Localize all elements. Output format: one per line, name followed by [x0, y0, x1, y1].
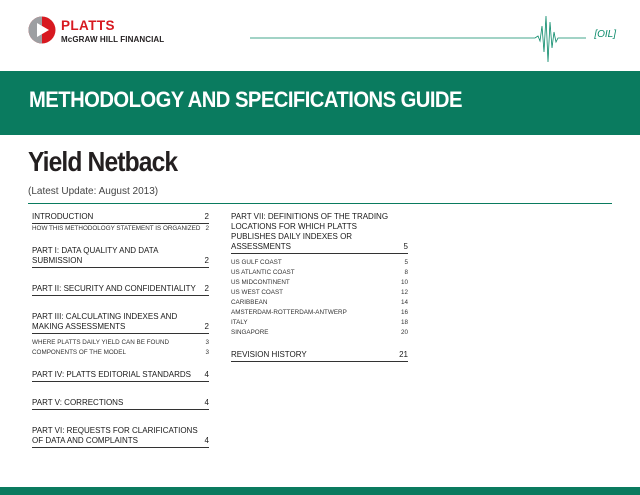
pulse-line-icon: [250, 12, 586, 64]
toc-label: REVISION HISTORY: [231, 350, 307, 359]
toc-label: INTRODUCTION: [32, 212, 94, 221]
toc-label: US ATLANTIC COAST: [231, 269, 295, 276]
toc-page: 12: [400, 289, 408, 296]
category-tag: [OIL]: [594, 29, 616, 40]
toc-page: 4: [204, 436, 209, 445]
toc-subentry[interactable]: [231, 308, 408, 318]
toc-label: CARIBBEAN: [231, 299, 268, 306]
toc-page: 4: [204, 370, 209, 379]
document-title: Yield Netback: [28, 146, 178, 177]
toc-label: COMPONENTS OF THE MODEL: [32, 349, 126, 356]
toc-subentry[interactable]: [231, 298, 408, 308]
toc-subentry[interactable]: [32, 338, 209, 348]
toc-page: 14: [400, 299, 408, 306]
toc-entry[interactable]: [32, 370, 209, 382]
toc-label: SINGAPORE: [231, 329, 269, 336]
toc-page: 2: [205, 225, 209, 232]
toc-page: 10: [400, 279, 408, 286]
parent-company: McGRAW HILL FINANCIAL: [61, 35, 165, 44]
toc-page: 2: [204, 284, 209, 293]
toc-entry[interactable]: [32, 246, 209, 268]
toc-entry[interactable]: [32, 426, 209, 448]
toc-page: 5: [404, 259, 408, 266]
toc-label: US MIDCONTINENT: [231, 279, 290, 286]
toc-label: PART I: DATA QUALITY AND DATA SUBMISSION: [32, 246, 158, 265]
toc-subentry[interactable]: [32, 224, 209, 234]
toc-subentry[interactable]: [231, 288, 408, 298]
toc-label: PART II: SECURITY AND CONFIDENTIALITY: [32, 284, 196, 293]
toc-entry[interactable]: [32, 398, 209, 410]
toc-label: HOW THIS METHODOLOGY STATEMENT IS ORGANIZED: [32, 225, 201, 232]
toc-entry[interactable]: [32, 284, 209, 296]
toc-subentry[interactable]: [231, 278, 408, 288]
footer-bar: [0, 487, 640, 495]
toc-page: 5: [403, 242, 408, 251]
toc-label: US WEST COAST: [231, 289, 284, 296]
divider: [28, 203, 612, 204]
toc-label: PART III: CALCULATING INDEXES AND MAKING ASSESSMENTS: [32, 312, 178, 331]
toc-page: 3: [205, 349, 209, 356]
toc-subentry[interactable]: [231, 318, 408, 328]
toc-label: US GULF COAST: [231, 259, 282, 266]
toc-page: 4: [204, 398, 209, 407]
toc-label: PART V: CORRECTIONS: [32, 398, 124, 407]
toc-label: ITALY: [231, 319, 248, 326]
toc-subentry[interactable]: [32, 348, 209, 358]
toc-page: 2: [204, 212, 209, 221]
toc-subentry[interactable]: [231, 268, 408, 278]
toc-subentry[interactable]: [231, 258, 408, 268]
toc-page: 3: [205, 339, 209, 346]
toc-page: 2: [204, 322, 209, 331]
platts-logo-icon: [28, 16, 56, 44]
toc-page: 21: [399, 350, 408, 359]
toc-label: AMSTERDAM-ROTTERDAM-ANTWERP: [231, 309, 347, 316]
toc-label: WHERE PLATTS DAILY YIELD CAN BE FOUND: [32, 339, 170, 346]
toc-label: PART VI: REQUESTS FOR CLARIFICATIONS OF DATA AND COMPLAINTS: [32, 426, 198, 445]
brand-name: PLATTS: [61, 18, 115, 33]
toc-page: 8: [404, 269, 408, 276]
guide-title: METHODOLOGY AND SPECIFICATIONS GUIDE: [29, 87, 462, 112]
document-subtitle: (Latest Update: August 2013): [28, 186, 159, 197]
toc-entry[interactable]: [231, 350, 408, 362]
toc-right-column: [231, 212, 408, 362]
toc-page: 16: [400, 309, 408, 316]
toc-label: PART VII: DEFINITIONS OF THE TRADING LOCATIONS FOR WHICH PLATTS PUBLISHES DAILY INDEXES OR ASSESSMENTS: [231, 212, 389, 251]
toc-label: PART IV: PLATTS EDITORIAL STANDARDS: [32, 370, 191, 379]
toc-left-column: [32, 212, 209, 448]
toc-subentry[interactable]: [231, 328, 408, 338]
toc-entry[interactable]: [231, 212, 408, 254]
toc-entry[interactable]: [32, 312, 209, 334]
toc-page: 20: [400, 329, 408, 336]
toc-page: 18: [400, 319, 408, 326]
toc-page: 2: [204, 256, 209, 265]
toc-entry[interactable]: [32, 212, 209, 224]
